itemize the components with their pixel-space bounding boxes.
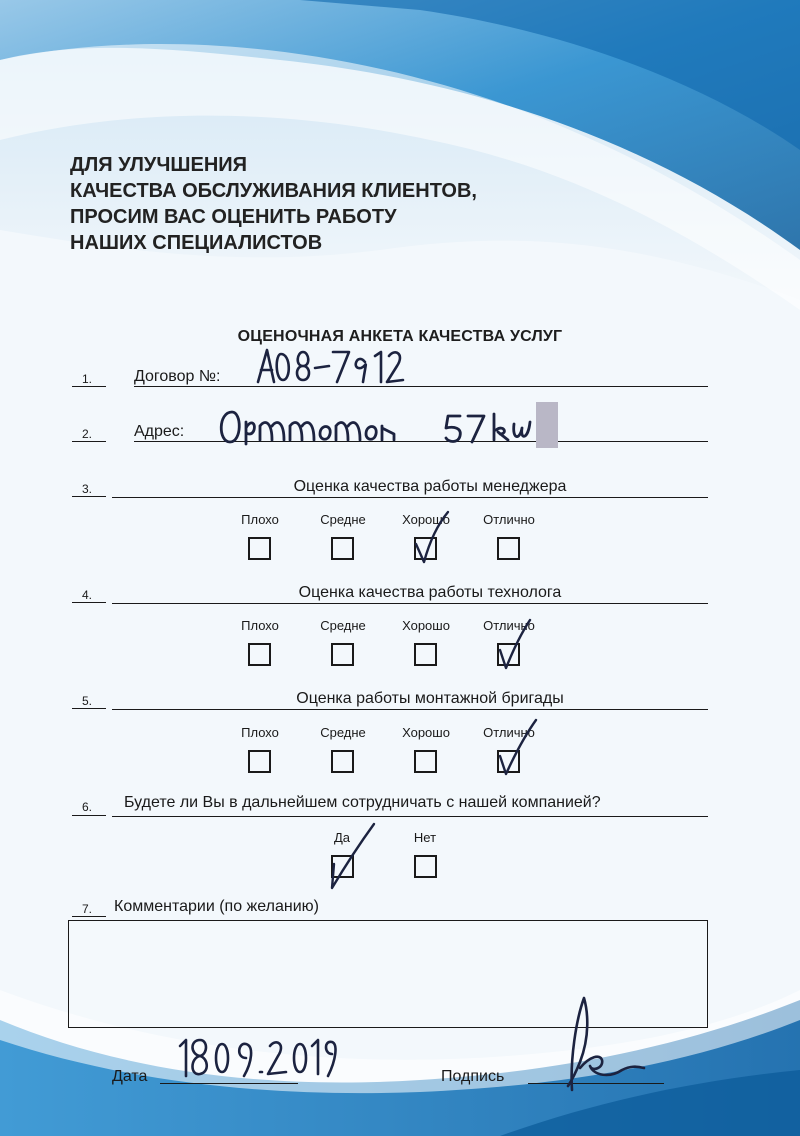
- address-label: Адрес:: [134, 423, 185, 440]
- date-handwriting[interactable]: [176, 1032, 336, 1082]
- manager-average-checkbox[interactable]: [331, 537, 354, 560]
- header-line: КАЧЕСТВА ОБСЛУЖИВАНИЯ КЛИЕНТОВ,: [70, 180, 477, 202]
- redacted-apartment-number: [536, 402, 558, 448]
- manager-excellent-checkbox[interactable]: [497, 537, 520, 560]
- question-line: [112, 709, 708, 710]
- technologist-average-checkbox[interactable]: [331, 643, 354, 666]
- manager-good-checkmark-icon: [410, 510, 450, 566]
- number-underline: [72, 496, 106, 497]
- cooperation-yes-checkmark-icon: [326, 820, 376, 892]
- option-label-good: Хорошо: [402, 512, 450, 527]
- item-number: 2.: [82, 427, 93, 441]
- header-line: НАШИХ СПЕЦИАЛИСТОВ: [70, 232, 323, 254]
- number-underline: [72, 386, 106, 387]
- date-label: Дата: [112, 1068, 148, 1085]
- contract-line: [134, 386, 708, 387]
- question-title: Оценка качества работы менеджера: [293, 478, 567, 495]
- item-number: 7.: [82, 902, 93, 916]
- manager-bad-checkbox[interactable]: [248, 537, 271, 560]
- date-line: [160, 1083, 298, 1084]
- number-underline: [72, 602, 106, 603]
- option-label-excellent: Отлично: [483, 725, 535, 740]
- option-label-bad: Плохо: [241, 512, 279, 527]
- signature-label: Подпись: [441, 1068, 505, 1085]
- form-title: ОЦЕНОЧНАЯ АНКЕТА КАЧЕСТВА УСЛУГ: [237, 328, 563, 345]
- number-underline: [72, 708, 106, 709]
- number-underline: [72, 441, 106, 442]
- question-line: [112, 816, 708, 817]
- option-label-average: Средне: [320, 512, 366, 527]
- item-number: 3.: [82, 482, 93, 496]
- option-label-excellent: Отлично: [483, 618, 535, 633]
- option-label-average: Средне: [320, 618, 366, 633]
- option-label-bad: Плохо: [241, 618, 279, 633]
- contract-label: Договор №:: [134, 368, 221, 385]
- comments-label: Комментарии (по желанию): [114, 898, 319, 915]
- contract-number-handwriting[interactable]: [255, 344, 405, 386]
- technologist-bad-checkbox[interactable]: [248, 643, 271, 666]
- option-label-bad: Плохо: [241, 725, 279, 740]
- cooperation-no-checkbox[interactable]: [414, 855, 437, 878]
- technologist-excellent-checkmark-icon: [494, 616, 534, 672]
- option-label-average: Средне: [320, 725, 366, 740]
- signature-handwriting[interactable]: [550, 990, 650, 1100]
- item-number: 4.: [82, 588, 93, 602]
- question-title: Оценка качества работы технолога: [298, 584, 562, 601]
- option-label-good: Хорошо: [402, 725, 450, 740]
- header-line: ПРОСИМ ВАС ОЦЕНИТЬ РАБОТУ: [70, 206, 397, 228]
- header-line: ДЛЯ УЛУЧШЕНИЯ: [70, 154, 248, 176]
- option-label-no: Нет: [413, 830, 437, 845]
- option-label-excellent: Отлично: [483, 512, 535, 527]
- option-label-yes: Да: [333, 830, 351, 845]
- question-line: [112, 497, 708, 498]
- address-handwriting[interactable]: [216, 404, 546, 448]
- installers-bad-checkbox[interactable]: [248, 750, 271, 773]
- item-number: 5.: [82, 694, 93, 708]
- question-title: Оценка работы монтажной бригады: [296, 690, 564, 707]
- installers-average-checkbox[interactable]: [331, 750, 354, 773]
- page-header: [70, 152, 477, 256]
- installers-excellent-checkmark-icon: [494, 716, 540, 778]
- question-title: Будете ли Вы в дальнейшем сотрудничать с нашей компанией?: [124, 794, 601, 811]
- technologist-good-checkbox[interactable]: [414, 643, 437, 666]
- item-number: 6.: [82, 800, 93, 814]
- question-line: [112, 603, 708, 604]
- item-number: 1.: [82, 372, 93, 386]
- number-underline: [72, 815, 106, 816]
- option-label-good: Хорошо: [402, 618, 450, 633]
- installers-good-checkbox[interactable]: [414, 750, 437, 773]
- number-underline: [72, 916, 106, 917]
